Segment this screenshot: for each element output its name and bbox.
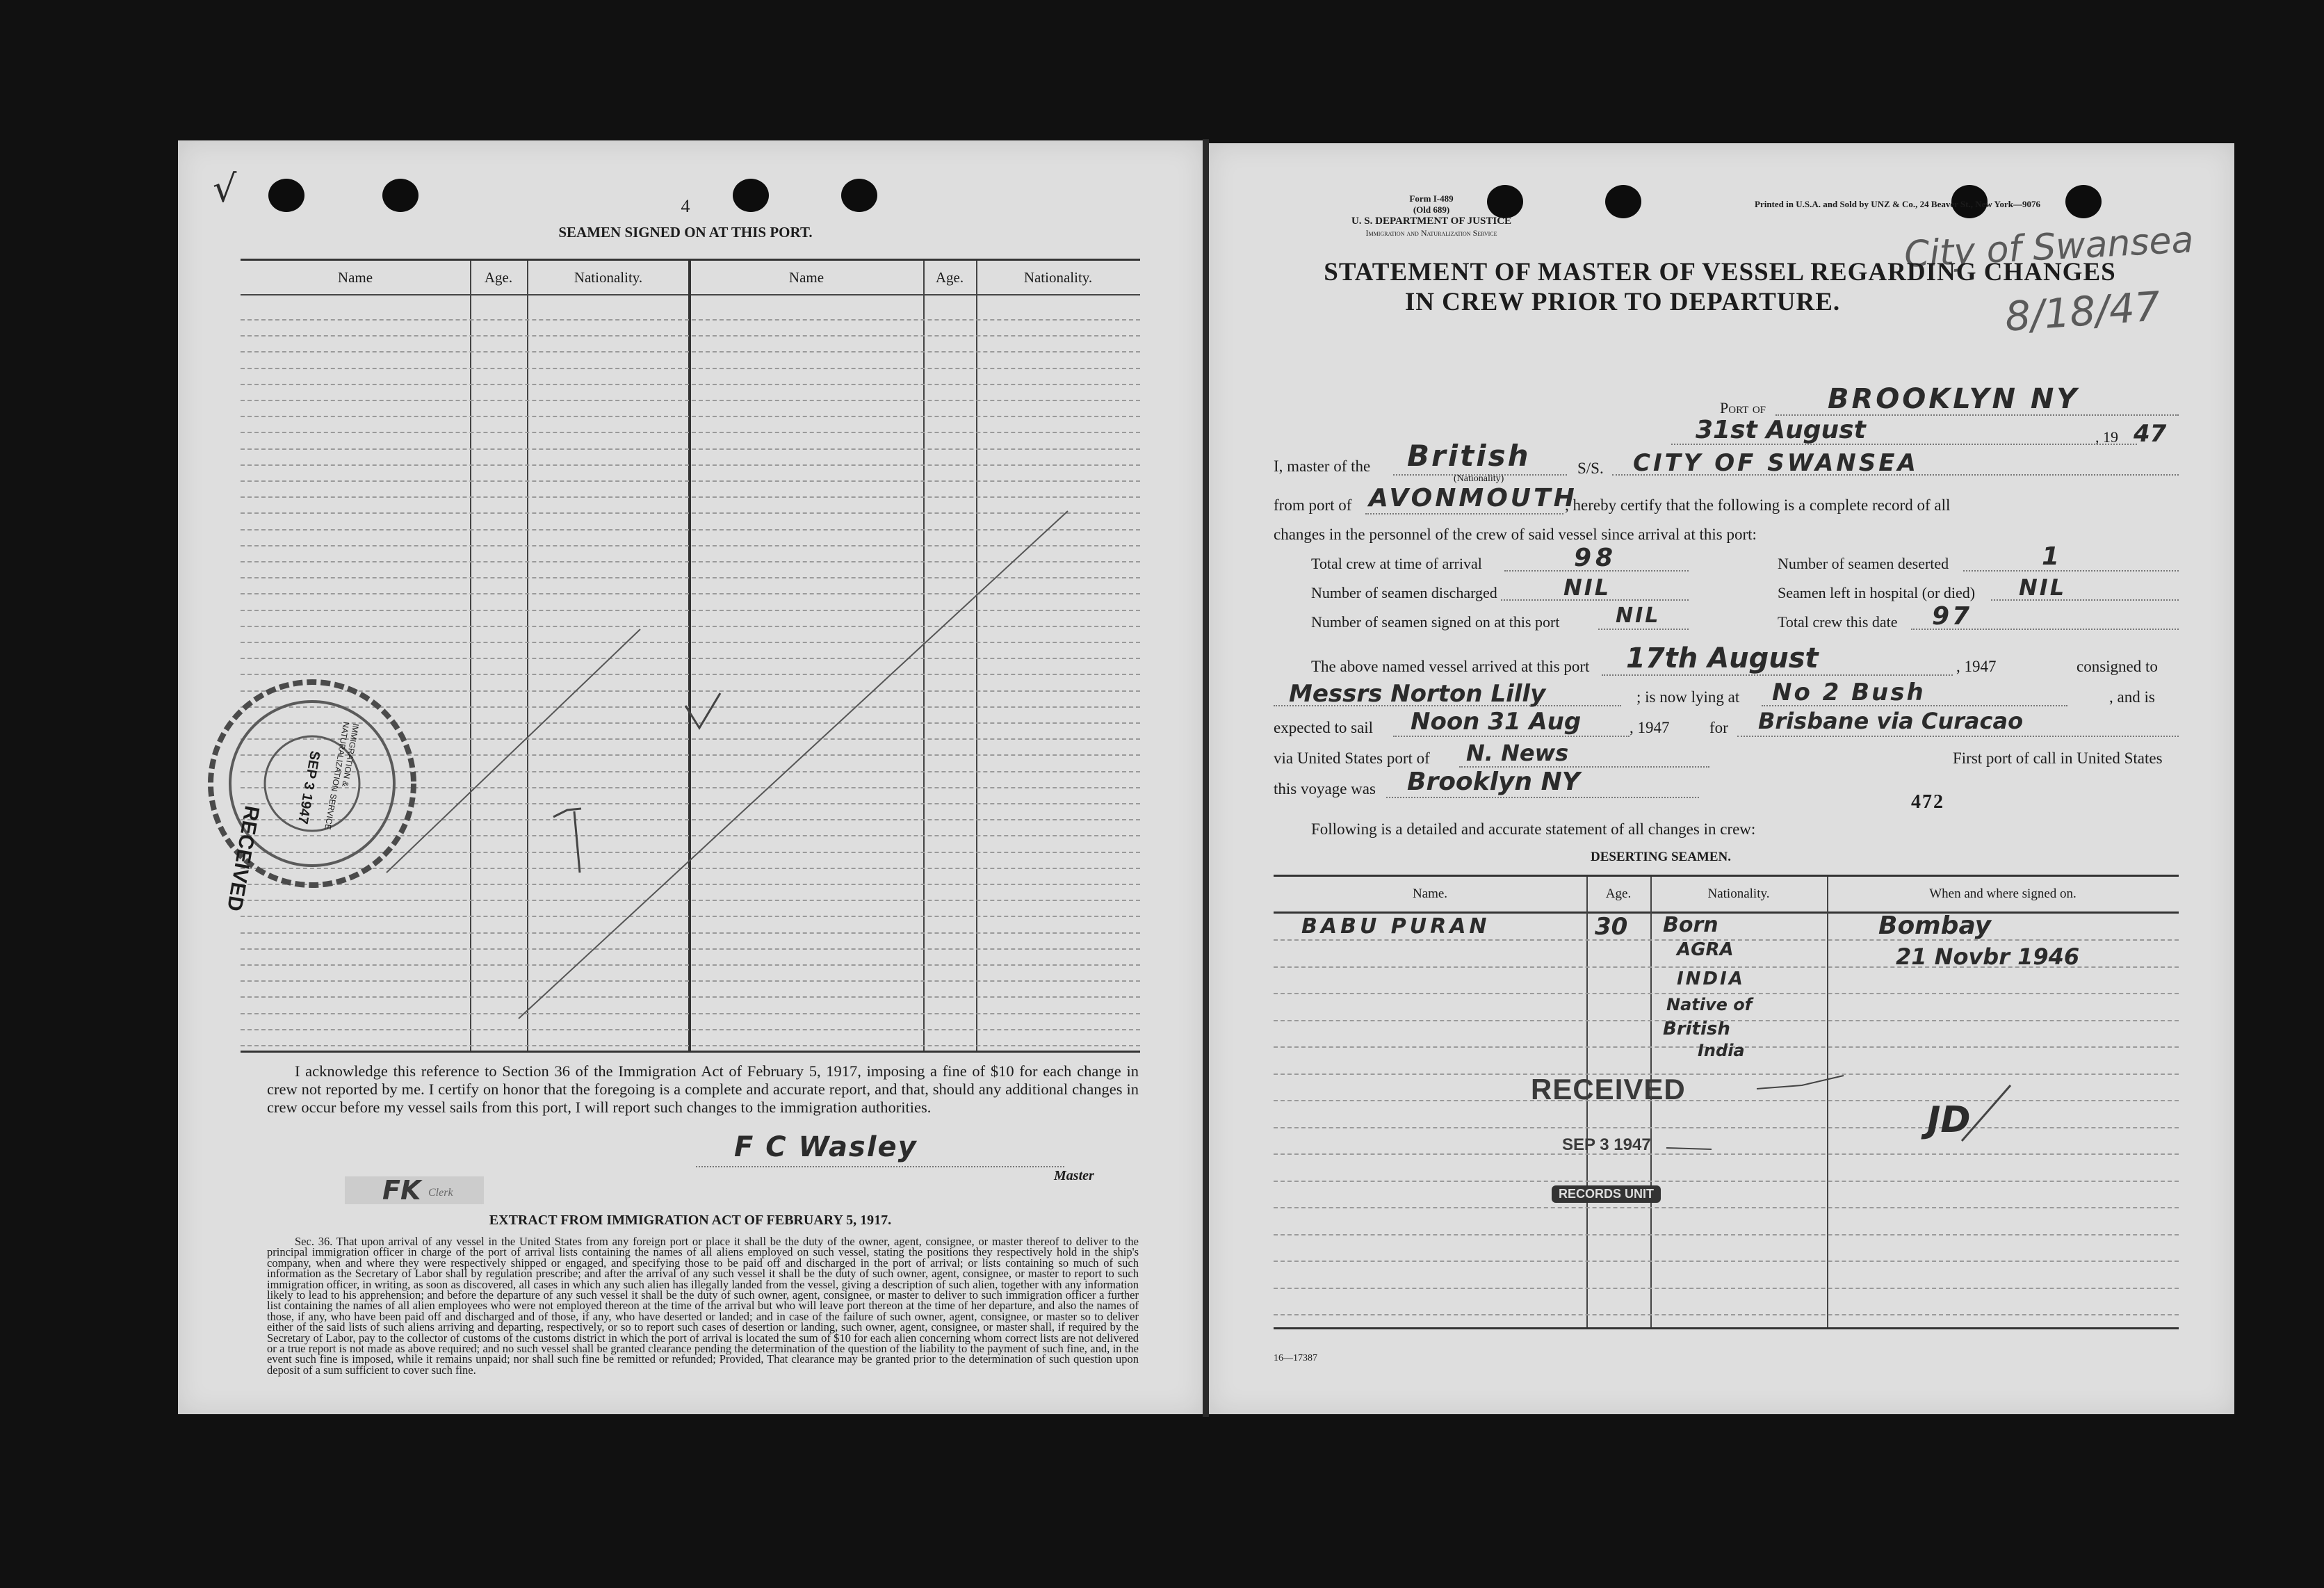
deserter-nationality: British [1663,1019,1730,1039]
col-header-name: Name. [1412,886,1448,901]
arrived-label: The above named vessel arrived at this port [1311,658,1590,675]
extract-title: EXTRACT FROM IMMIGRATION ACT OF FEBRUARY 5, 1917. [489,1213,892,1228]
following-text: Following is a detailed and accurate statement of all changes in crew: [1311,820,1756,838]
deserted-value: 1 [2042,542,2060,571]
port-value: BROOKLYN NY [1828,383,2080,415]
deserter-nationality: India [1698,1041,1745,1060]
received-stamp-date: SEP 3 1947 [1562,1135,1651,1154]
lying-label: ; is now lying at [1636,688,1740,706]
expected-value: Noon 31 Aug [1411,708,1582,736]
handwritten-date: 8/18/47 [2003,282,2162,341]
strike-through-lines [241,261,1140,1051]
consignee-value: Messrs Norton Lilly [1289,680,1546,708]
col-header-name: Name [788,269,824,286]
total-crew-arrival-label: Total crew at time of arrival [1311,555,1482,572]
deserter-nationality: INDIA [1677,969,1745,989]
check-mark: √ [213,167,237,211]
total-crew-arrival-value: 98 [1574,544,1618,572]
left-page [178,140,1203,1414]
deserter-age: 30 [1595,913,1628,941]
date-value: 31st August [1696,416,1866,444]
page-fold [1203,139,1209,1417]
form-title-line2: IN CREW PRIOR TO DEPARTURE. [1404,288,1841,316]
col-header-nationality: Nationality. [1707,886,1770,901]
form-serial: 472 [1911,791,1944,813]
for-label: for [1709,719,1728,736]
voyage-value: Brooklyn NY [1407,768,1580,796]
deserter-nationality: AGRA [1677,939,1734,960]
page-number: 4 [681,196,690,216]
discharged-label: Number of seamen discharged [1311,584,1497,601]
total-crew-date-value: 97 [1932,602,1973,631]
extract-text: Sec. 36. That upon arrival of any vessel in the United States from any foreign port or place it shall be the duty of the owner, agent, consignee, or master thereof to deliver to the principal immigration officer in charge of the port of arrival lists containing the names of all aliens employed on such vessel, stating the positions they respectively hold in the ship's company, when and where they were respectively shipped or engaged, and specifying those to be paid off and discharged in the port of arrival; or lists containing so much of such information as the Secretary of Labor shall by regulation prescribe; and after the arrival of any such vessel it shall be the duty of such owner, agent, consignee, or master to report to such immigration officer, in writing, as soon as discovered, all cases in which any such alien has illegally landed from the vessel, giving a description of such alien, together with any information likely to lead to his apprehension; and before the departure of any such vessel it shall be the duty of such owner, agent, consignee, or master to deliver to such immigration officer a further list containing the names of all alien employees who were not employed thereon at the time of the arrival but who will leave port thereon at the time of her departure, and also the names of those, if any, who have been paid off and discharged and of those, if any, who have deserted or landed; and in case of the failure of such owner, agent, consignee, or master so to deliver either of the said lists of such aliens arriving and departing, respectively, or so to report such cases of desertion or landing, such owner, agent, consignee, or master shall, if required by the Secretary of Labor, pay to the collector of customs of the customs district in which the port of arrival is located the sum of $10 for each alien concerning whom correct lists are not delivered or a true report is not made as above required; and no such vessel shall be granted clearance pending the determination of the question of the liability to the payment of such fine, and, in the event such fine is imposed, while it remains unpaid; nor shall such fine be remitted or refunded; Provided, That clearance may be granted prior to the determination of such question upon deposit of a sum sufficient to cover such fine. [267,1235,1139,1377]
service: Immigration and Naturalization Service [1365,228,1497,238]
deserter-nationality: Native of [1666,995,1753,1014]
punch-hole [733,179,769,212]
master-label: Master [1054,1168,1094,1183]
and-is-label: , and is [2109,688,2155,706]
col-header-signed-on: When and where signed on. [1929,886,2077,901]
punch-hole [268,179,304,212]
deserting-title: DESERTING SEAMEN. [1590,850,1732,864]
received-stamp-word: RECEIVED [1531,1073,1686,1105]
form-number: Form I-489 [1409,193,1454,204]
punch-hole [1605,185,1641,218]
deserter-nationality: Born [1663,913,1718,937]
col-header-nationality: Nationality. [1023,269,1093,286]
punch-hole [841,179,877,212]
discharged-value: NIL [1563,574,1611,601]
old-form-number: (Old 689) [1413,204,1450,215]
consigned-label: consigned to [2077,658,2158,675]
pen-marks [1274,877,2179,1327]
seamen-signed-on-table [241,259,1140,1053]
for-value: Brisbane via Curacao [1758,708,2024,734]
col-header-age: Age. [935,269,964,286]
deserting-seamen-table [1274,875,2179,1329]
first-port-label: First port of call in United States [1953,750,2163,767]
form-title-line1: STATEMENT OF MASTER OF VESSEL REGARDING CHANGES [1324,258,2116,286]
stamp-agency: IMMIGRATION & NATURALIZATION SERVICE [323,721,361,831]
section-title: SEAMEN SIGNED ON AT THIS PORT. [558,224,813,241]
arrived-year: , 1947 [1956,658,1997,675]
received-stamp [204,676,420,914]
hospital-label: Seamen left in hospital (or died) [1778,584,1976,601]
handwritten-vessel: City of Swansea [1903,219,2195,276]
hospital-value: NIL [2019,574,2067,601]
records-unit-stamp: RECORDS UNIT [1552,1185,1661,1203]
certify-text: , hereby certify that the following is a complete record of all [1565,496,1951,514]
via-value: N. News [1466,740,1569,766]
clerk-initials: FK [382,1175,421,1206]
arrived-value: 17th August [1626,642,1819,674]
signed-on-label: Number of seamen signed on at this port [1311,613,1560,631]
vessel-name: CITY OF SWANSEA [1633,449,1919,477]
port-label: Port of [1720,399,1766,416]
total-crew-date-label: Total crew this date [1778,613,1898,631]
from-port-label: from port of [1274,496,1352,514]
clerk-label: Clerk [428,1187,453,1199]
footer-code: 16—17387 [1274,1353,1317,1363]
department: U. S. DEPARTMENT OF JUSTICE [1351,216,1512,227]
lying-value: No 2 Bush [1772,679,1926,706]
nationality-caption: (Nationality) [1454,473,1504,484]
year-value: 47 [2134,420,2167,448]
punch-hole [2065,185,2102,218]
deserted-label: Number of seamen deserted [1778,555,1949,572]
via-label: via United States port of [1274,750,1430,767]
printer-line: Printed in U.S.A. and Sold by UNZ & Co., 24 Beaver St., New York—9076 [1755,199,2040,209]
col-header-age: Age. [484,269,513,286]
col-header-nationality: Nationality. [574,269,643,286]
expected-year: , 1947 [1630,719,1670,736]
stamp-word: RECEIVED [222,804,263,914]
from-port-value: AVONMOUTH [1369,484,1577,512]
stamp-date: SEP 3 1947 [294,750,323,825]
voyage-label: this voyage was [1274,780,1376,797]
year-prefix: , 19 [2095,428,2118,446]
col-header-name: Name [337,269,373,286]
col-header-age: Age. [1605,886,1632,901]
master-of-label: I, master of the [1274,457,1371,475]
right-page [1209,143,2234,1414]
deserter-signed-place: Bombay [1878,912,1992,940]
ss-label: S/S. [1577,460,1604,477]
nationality-value: British [1407,439,1531,473]
acknowledgement-text: I acknowledge this reference to Section 36 of the Immigration Act of February 5, 1917, imposing a fine of $10 for each change in crew not reported by me. I certify on honor that the foregoing is a complete and accurate report, and that, should any additional changes in crew occur before my vessel sails from this port, I will report such changes to the immigration authorities. [267,1062,1139,1116]
certify-text-2: changes in the personnel of the crew of said vessel since arrival at this port: [1274,526,1757,543]
deserter-signed-date: 21 Novbr 1946 [1896,943,2080,970]
master-signature: F C Wasley [734,1131,918,1163]
signed-on-value: NIL [1616,603,1661,628]
punch-hole [382,179,419,212]
expected-label: expected to sail [1274,719,1374,736]
deserter-name: BABU PURAN [1301,914,1490,939]
initials: JD [1927,1099,1971,1141]
